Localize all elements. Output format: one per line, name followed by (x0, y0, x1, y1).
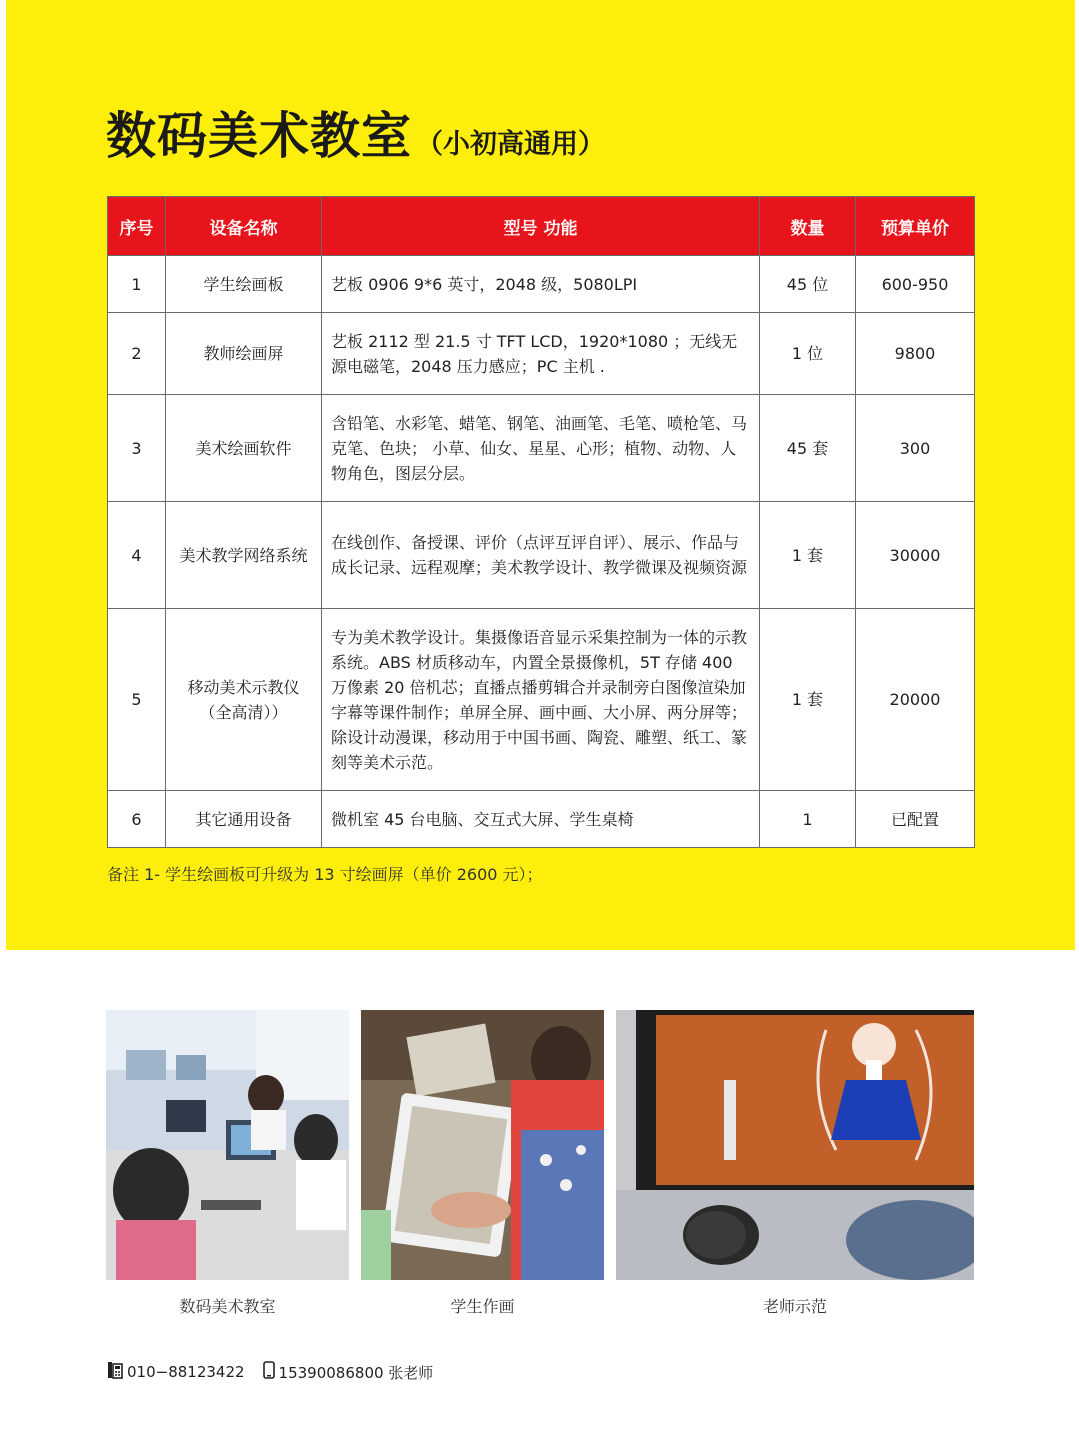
title-sub: （小初高通用） (416, 129, 605, 160)
header-price: 预算单价 (856, 197, 975, 256)
mobile-number: 15390086800 张老师 (278, 1363, 434, 1382)
cell-no: 1 (108, 256, 166, 313)
cell-qty: 45 位 (760, 256, 856, 313)
cell-spec: 在线创作、备授课、评价（点评互评自评）、展示、作品与成长记录、远程观摩；美术教学设计、教学微课及视频资源 (322, 502, 760, 609)
table-note: 备注 1- 学生绘画板可升级为 13 寸绘画屏（单价 2600 元）； (107, 865, 543, 884)
cell-price: 20000 (856, 609, 975, 791)
cell-price: 300 (856, 395, 975, 502)
cell-name: 学生绘画板 (166, 256, 322, 313)
cell-spec: 专为美术教学设计。集摄像语音显示采集控制为一体的示教系统。ABS 材质移动车，内置全景摄像机，5T 存储 400 万像素 20 倍机芯；直播点播剪辑合并录制旁白图像渲染加字幕等课件制作；单屏全屏、画中画、大小屏、两分屏等；除设计动漫课，移动用于中国书画、陶瓷、雕塑、纸工、篆刻等美术示范。 (322, 609, 760, 791)
mobile-phone-icon (263, 1361, 275, 1383)
cell-qty: 1 (760, 791, 856, 848)
photo-student-drawing (361, 1010, 604, 1280)
cell-name: 其它通用设备 (166, 791, 322, 848)
cell-qty: 45 套 (760, 395, 856, 502)
cell-spec: 艺板 0906 9*6 英寸，2048 级，5080LPI (322, 256, 760, 313)
table-row (108, 609, 975, 791)
caption-teacher-demo: 老师示范 (762, 1297, 827, 1316)
header-name: 设备名称 (166, 197, 322, 256)
table-header-row (108, 197, 975, 256)
cell-price: 已配置 (856, 791, 975, 848)
cell-name: 移动美术示教仪（全高清）） (166, 609, 322, 791)
cell-spec: 微机室 45 台电脑、交互式大屏、学生桌椅 (322, 791, 760, 848)
table-row (108, 502, 975, 609)
cell-qty: 1 套 (760, 609, 856, 791)
caption-classroom: 数码美术教室 (179, 1297, 276, 1316)
equipment-table (107, 196, 975, 848)
cell-spec: 含铅笔、水彩笔、蜡笔、钢笔、油画笔、毛笔、喷枪笔、马克笔、色块； 小草、仙女、星星、心形；植物、动物、人物角色，图层分层。 (322, 395, 760, 502)
contact-info (107, 1361, 433, 1383)
phone-number: 010−88123422 (127, 1363, 245, 1381)
page-title (106, 96, 605, 166)
header-no: 序号 (108, 197, 166, 256)
telephone-icon (107, 1361, 123, 1383)
cell-no: 5 (108, 609, 166, 791)
cell-qty: 1 位 (760, 313, 856, 395)
cell-no: 4 (108, 502, 166, 609)
cell-name: 美术教学网络系统 (166, 502, 322, 609)
cell-spec: 艺板 2112 型 21.5 寸 TFT LCD，1920*1080 ；无线无源电磁笔，2048 压力感应；PC 主机 . (322, 313, 760, 395)
cell-price: 600-950 (856, 256, 975, 313)
photo-teacher-demo (616, 1010, 974, 1280)
photo-classroom (106, 1010, 349, 1280)
table-row (108, 791, 975, 848)
caption-student-drawing: 学生作画 (450, 1297, 515, 1316)
cell-name: 教师绘画屏 (166, 313, 322, 395)
table-row (108, 395, 975, 502)
table-row (108, 256, 975, 313)
cell-no: 2 (108, 313, 166, 395)
cell-price: 9800 (856, 313, 975, 395)
cell-no: 3 (108, 395, 166, 502)
cell-no: 6 (108, 791, 166, 848)
title-main: 数码美术教室 (106, 107, 412, 165)
header-qty: 数量 (760, 197, 856, 256)
cell-qty: 1 套 (760, 502, 856, 609)
table-row (108, 313, 975, 395)
cell-name: 美术绘画软件 (166, 395, 322, 502)
header-spec: 型号 功能 (322, 197, 760, 256)
cell-price: 30000 (856, 502, 975, 609)
